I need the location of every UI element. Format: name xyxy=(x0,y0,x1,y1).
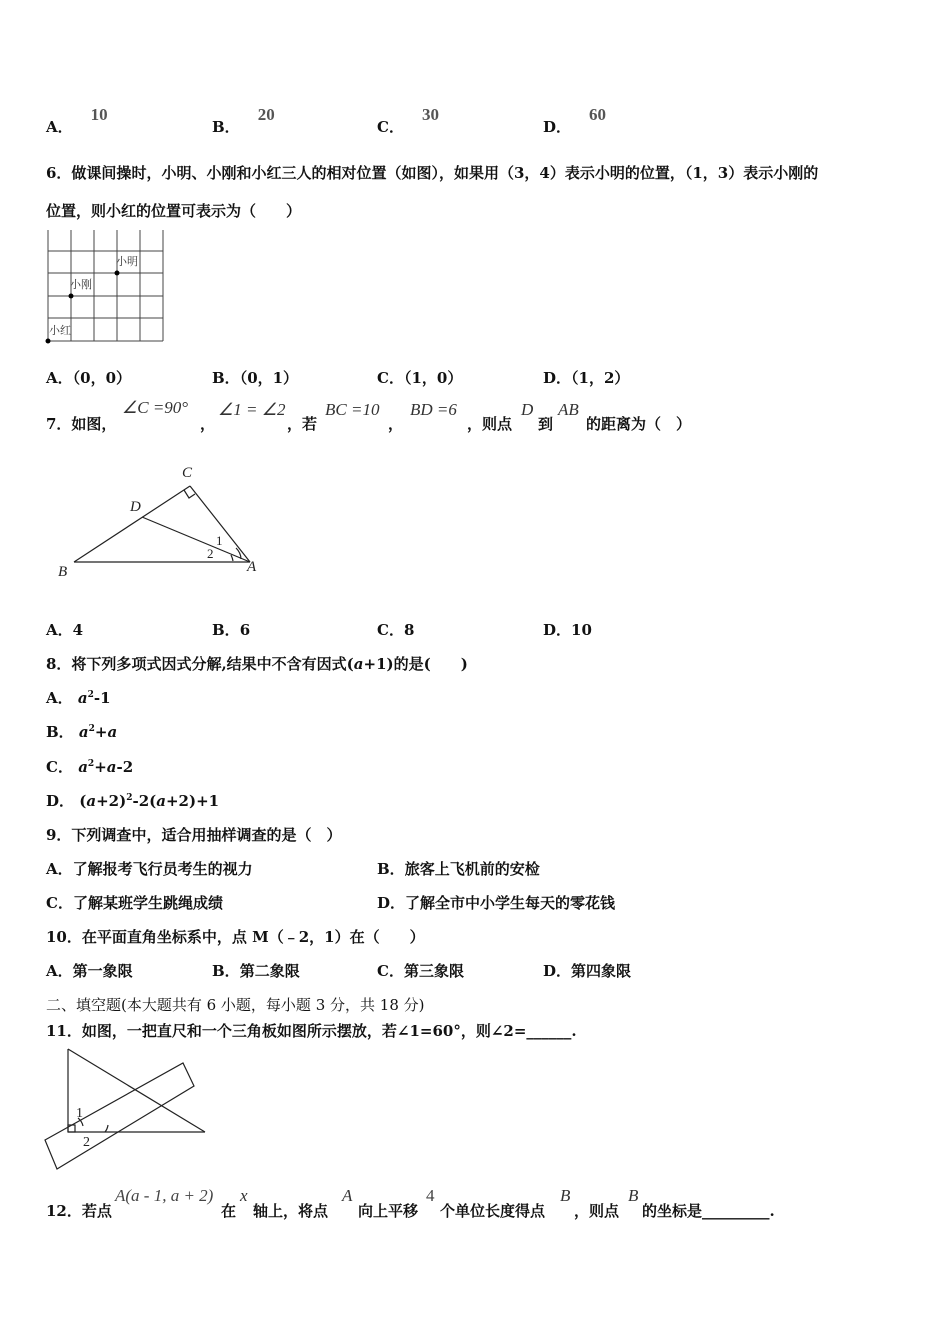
math-text: +2) xyxy=(96,792,127,810)
option-letter: D． xyxy=(543,369,572,387)
q10-option-c xyxy=(377,960,464,981)
q7-if: ，若 xyxy=(287,415,318,433)
xiaogang-label: 小刚 xyxy=(70,279,92,291)
option-letter: B． xyxy=(212,962,240,980)
q11-ruler-triangle-figure xyxy=(40,1046,220,1174)
q10-option-a xyxy=(46,960,133,981)
option-letter: B． xyxy=(377,860,405,878)
option-letter: D． xyxy=(543,118,572,136)
math-var: a xyxy=(78,758,88,776)
math-exp: 2 xyxy=(88,724,95,734)
section-heading: 二、填空题(本大题共有 6 小题，每小题 3 分，共 18 分) xyxy=(46,996,425,1014)
label-c: C xyxy=(182,465,193,481)
q7-comma2: ， xyxy=(388,415,404,433)
q12-prefix: 12．若点 xyxy=(46,1202,112,1220)
q9-stem: 9．下列调查中，适合用抽样调查的是（ ） xyxy=(46,826,342,844)
q12-move: 向上平移 xyxy=(358,1202,419,1220)
q8-option-c xyxy=(46,756,133,777)
q7-bc: BC =10 xyxy=(325,400,380,419)
math-exp: 2 xyxy=(87,690,94,700)
q6-option-d xyxy=(543,367,629,388)
q7-then: ，则点 xyxy=(467,415,513,433)
q7-triangle-figure xyxy=(50,455,280,585)
option-letter: A． xyxy=(46,689,73,707)
stem-text: 8．将下列多项式因式分解,结果中不含有因式( xyxy=(46,655,354,673)
option-value: 20 xyxy=(257,105,275,124)
option-value: 第三象限 xyxy=(403,962,464,980)
q5-option-d xyxy=(543,105,607,137)
q12-axis: 轴上，将点 xyxy=(253,1202,329,1220)
q6-option-c xyxy=(377,367,462,388)
option-value: 4 xyxy=(72,621,84,639)
xiaoming-point xyxy=(115,271,120,276)
option-value: （0，1） xyxy=(239,369,299,387)
label-d: D xyxy=(130,499,141,515)
option-letter: D． xyxy=(543,962,572,980)
q9-option-b xyxy=(377,858,540,879)
option-value: 8 xyxy=(403,621,415,639)
option-value: （0，0） xyxy=(72,369,132,387)
option-value: 30 xyxy=(421,105,439,124)
q8-stem xyxy=(46,653,468,674)
q10-option-d xyxy=(543,960,631,981)
q7-angle-c: ∠C =90° xyxy=(122,398,189,417)
math-exp: 2 xyxy=(87,759,95,769)
q12-point-expression xyxy=(115,1186,213,1206)
q7-option-b xyxy=(212,619,250,640)
option-value: 10 xyxy=(90,105,108,124)
q7-ab: AB xyxy=(558,400,579,419)
q12-a: A xyxy=(342,1186,353,1205)
math-var: a xyxy=(78,723,89,741)
q7-comma1: ， xyxy=(200,415,216,433)
label-b: B xyxy=(58,564,68,580)
figure-lines xyxy=(45,1049,205,1169)
q12-b1: B xyxy=(560,1186,571,1205)
q5-option-a xyxy=(46,105,108,137)
q12-x: x xyxy=(240,1186,248,1205)
option-letter: C． xyxy=(46,894,73,912)
q12-tail: 的坐标是_________. xyxy=(642,1202,775,1220)
option-value: 60 xyxy=(589,105,607,124)
triangle-lines xyxy=(74,486,250,562)
math-text: +2)+1 xyxy=(165,792,220,810)
xiaoming-label: 小明 xyxy=(116,256,138,268)
math-text: ( xyxy=(79,792,87,810)
math-var: a xyxy=(156,792,166,810)
option-letter: D． xyxy=(377,894,406,912)
xiaohong-label: 小红 xyxy=(49,325,71,337)
xiaogang-point xyxy=(69,294,74,299)
q8-option-d xyxy=(46,790,219,811)
option-value: 了解某班学生跳绳成绩 xyxy=(72,894,223,912)
option-value: （1，2） xyxy=(571,369,630,387)
label-a: A xyxy=(247,559,257,575)
option-letter: C． xyxy=(377,369,404,387)
option-letter: C． xyxy=(377,962,404,980)
q7-prefix: 7．如图， xyxy=(46,415,117,433)
label-angle-1: 1 xyxy=(76,1106,83,1121)
q10-option-b xyxy=(212,960,300,981)
label-angle-1: 1 xyxy=(216,533,223,548)
math-expression: A(a - 1, a + 2) xyxy=(115,1186,214,1205)
q6-option-a xyxy=(46,367,131,388)
math-text: -1 xyxy=(93,689,111,707)
math-var: a xyxy=(106,758,117,776)
option-value: 10 xyxy=(571,621,592,639)
q12-units: 个单位长度得点 xyxy=(440,1202,546,1220)
option-letter: C． xyxy=(46,758,73,776)
math-var: a xyxy=(86,792,97,810)
q10-stem: 10．在平面直角坐标系中，点 M（﹣2，1）在（ ） xyxy=(46,928,425,946)
option-letter: B． xyxy=(212,621,240,639)
option-value: 第四象限 xyxy=(571,962,632,980)
option-value: 了解全市中小学生每天的零花钱 xyxy=(405,894,616,912)
option-value: 旅客上飞机前的安检 xyxy=(404,860,540,878)
q7-option-d xyxy=(543,619,592,640)
option-letter: A． xyxy=(46,962,73,980)
option-value: （1，0） xyxy=(403,369,463,387)
q6-stem-line1: 6．做课间操时，小明、小刚和小红三人的相对位置（如图），如果用（3，4）表示小明的位置，（1，3）表示小刚的 xyxy=(46,164,819,182)
option-letter: D． xyxy=(543,621,572,639)
math-var: a xyxy=(77,689,88,707)
option-letter: C． xyxy=(377,621,404,639)
q9-option-c xyxy=(46,892,223,913)
option-letter: A． xyxy=(46,860,73,878)
q11-stem: 11．如图，一把直尺和一个三角板如图所示摆放，若∠1=60°，则∠2=______. xyxy=(46,1022,577,1040)
math-text: -2 xyxy=(116,758,134,776)
q7-bd: BD =6 xyxy=(410,400,457,419)
q9-option-a xyxy=(46,858,253,879)
q6-stem-line2: 位置，则小红的位置可表示为（ ） xyxy=(46,202,302,220)
option-letter: B． xyxy=(212,118,240,136)
option-value: 了解报考飞行员考生的视力 xyxy=(72,860,253,878)
q12-then: ，则点 xyxy=(574,1202,620,1220)
math-var: a xyxy=(107,723,118,741)
q7-to: 到 xyxy=(538,415,554,433)
math-exp: 2 xyxy=(126,793,133,803)
q8-option-a xyxy=(46,687,111,708)
option-letter: A． xyxy=(46,621,73,639)
option-letter: A． xyxy=(46,118,73,136)
q12-b2: B xyxy=(628,1186,639,1205)
option-letter: C． xyxy=(377,118,404,136)
math-text: -2( xyxy=(132,792,157,810)
stem-variable: a xyxy=(353,655,364,673)
q6-grid-figure xyxy=(44,228,168,346)
q9-option-d xyxy=(377,892,615,913)
q5-option-c xyxy=(377,105,439,137)
option-letter: B． xyxy=(212,369,240,387)
q5-option-b xyxy=(212,105,275,137)
q12-four: 4 xyxy=(426,1186,435,1205)
q7-d: D xyxy=(521,400,534,419)
option-letter: D． xyxy=(46,792,75,810)
option-letter: B． xyxy=(46,723,74,741)
q7-angle-eq: ∠1 = ∠2 xyxy=(218,400,286,419)
xiaohong-point xyxy=(46,339,51,344)
q7-option-a xyxy=(46,619,83,640)
q8-option-b xyxy=(46,721,117,742)
math-text: + xyxy=(94,758,107,776)
option-letter: A． xyxy=(46,369,73,387)
q7-option-c xyxy=(377,619,414,640)
stem-text: +1)的是( ) xyxy=(363,655,468,673)
math-text: + xyxy=(94,723,108,741)
q7-suffix: 的距离为（ ） xyxy=(586,415,692,433)
option-value: 6 xyxy=(239,621,251,639)
q6-option-b xyxy=(212,367,298,388)
option-value: 第一象限 xyxy=(72,962,133,980)
label-angle-2: 2 xyxy=(207,546,214,561)
q12-on: 在 xyxy=(221,1202,237,1220)
label-angle-2: 2 xyxy=(83,1135,90,1150)
option-value: 第二象限 xyxy=(239,962,300,980)
